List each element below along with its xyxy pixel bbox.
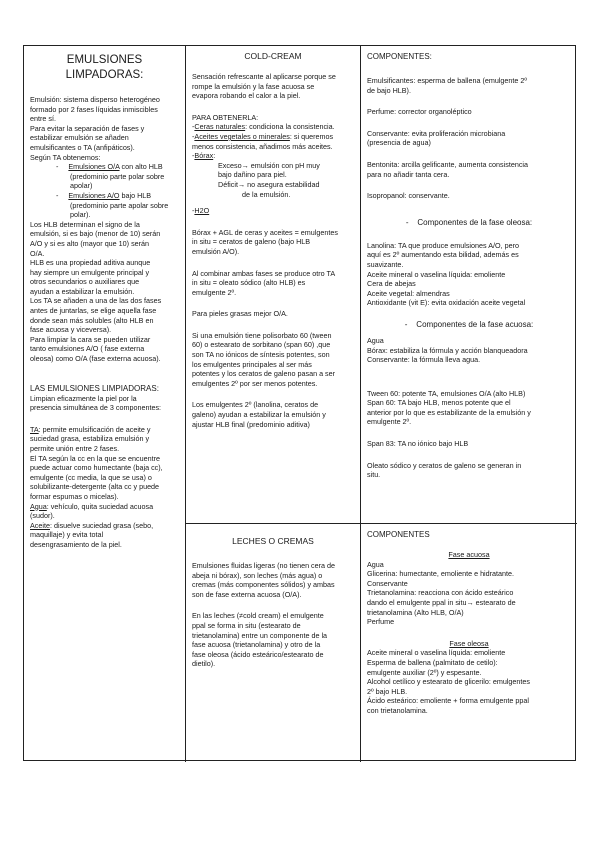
list-item: Ácido esteárico: emoliente + forma emulgente ppal xyxy=(367,696,530,706)
text-line: apolar) xyxy=(70,181,93,191)
text-line: formar espumas o micelas). xyxy=(30,491,119,501)
list-item-ao: - Emulsiones A/O bajo HLB xyxy=(56,190,152,200)
text-line: Isopropanol: conservante. xyxy=(367,191,450,201)
emulsiones-title xyxy=(30,53,179,83)
fase-oleosa-heading: Fase oleosa xyxy=(449,638,489,648)
text-line: Span 60: TA bajo HLB, menos potente que el xyxy=(367,398,511,408)
text-line: emulgente 2º. xyxy=(367,417,412,427)
emulsiones-column xyxy=(24,46,186,762)
list-item: Agua xyxy=(367,559,384,569)
text-line: emulgente 2º. xyxy=(192,287,237,297)
text-line: Tween 60: potente TA, emulsiones O/A (alto HLB) xyxy=(367,388,526,398)
text-line: in situ = ceratos de galeno (bajo HLB xyxy=(192,237,311,247)
list-item-oa: - Emulsiones O/A con alto HLB xyxy=(56,162,163,172)
text-line: son TA no iónicos de síntesis potentes, son xyxy=(192,350,330,360)
text-line: son de fase externa acuosa (O/A). xyxy=(192,589,302,599)
fase-acuosa-heading: Fase acuosa xyxy=(448,550,490,559)
text-line: (sudor). xyxy=(30,511,55,521)
text-line: Perfume: corrector organoléptico xyxy=(367,107,472,117)
para-obtenerla-heading: PARA OBTENERLA: xyxy=(192,112,259,122)
text-line: TA: permite emulsificación de aceite y xyxy=(30,424,151,434)
text-line: galeno) ayudan a estabilizar la emulsión y xyxy=(192,410,326,420)
text-line: Exceso→ emulsión con pH muy xyxy=(218,160,320,170)
text-line: (predominio parte apolar sobre xyxy=(70,200,169,210)
text-line: -Ceras naturales: condiciona la consistencia. xyxy=(192,122,335,132)
text-line: Al combinar ambas fases se produce otro TA xyxy=(192,268,336,278)
text-line: Si una emulsión tiene polisorbato 60 (tween xyxy=(192,330,332,340)
text-line: suciedad grasa, estabiliza emulsión y xyxy=(30,434,150,444)
text-line: puede actuar como humectante (baja cc), xyxy=(30,463,163,473)
text-line: Los TA se añaden a una de las dos fases xyxy=(30,296,162,306)
limpiadoras-heading: LAS EMULSIONES LIMPIADORAS: xyxy=(30,383,159,393)
text-line: Para evitar la separación de fases y xyxy=(30,123,145,133)
emulsion-types-list xyxy=(30,162,179,220)
list-item: emulgente auxiliar (2º) y espesante. xyxy=(367,667,482,677)
list-item: Agua xyxy=(367,335,384,345)
text-line: emulgentes 2º por ser menos potentes. xyxy=(192,378,318,388)
text-line: Bórax + AGL de ceras y aceites = emulgentes xyxy=(192,227,338,237)
text-line: solubilizante-detergente (alta cc y puede xyxy=(30,482,160,492)
text-line: estabilizar emulsión se añaden xyxy=(30,133,129,143)
text-line: polar). xyxy=(70,210,91,220)
text-line: emulsificantes o TA (anfipáticos). xyxy=(30,142,135,152)
text-line: emulsión A/O). xyxy=(192,246,240,256)
text-line: antes de juntarlas, se elige aquella fase xyxy=(30,306,157,316)
text-line: evapora robando el calor a la piel. xyxy=(192,91,301,101)
text-line: aquí es 2º aumentando esta bilidad, además es xyxy=(367,250,519,260)
text-line: situ. xyxy=(367,470,381,480)
text-line: (predominio parte polar sobre xyxy=(70,171,165,181)
fase-oleosa-heading: - Componentes de la fase oleosa: xyxy=(405,217,533,227)
componentes-cold-cream-cell xyxy=(361,46,577,524)
text-line: presencia simultánea de 3 componentes: xyxy=(30,403,162,413)
text-line: Limpian eficazmente la piel por la xyxy=(30,393,137,403)
text-line: potentes y los ceratos de galeno pasan a ser xyxy=(192,369,336,379)
text-line: dietilo). xyxy=(192,659,216,669)
text-line: para no añadir tanta cera. xyxy=(367,169,450,179)
text-line: anterior por lo que es estabilizante de la emulsión y xyxy=(367,407,531,417)
list-item: Aceite mineral o vaselina líquida: emoliente xyxy=(367,648,506,658)
text-line: -H2O xyxy=(192,206,210,216)
text-line: Conservante: evita proliferación microbiana xyxy=(367,128,506,138)
text-line: cremas (más componentes sólidos) y ambas xyxy=(192,580,335,590)
list-item: Conservante: la fórmula lleva agua. xyxy=(367,355,481,365)
text-line: Span 83: TA no iónico bajo HLB xyxy=(367,439,469,449)
text-line: El TA según la cc en la que se encuentre xyxy=(30,453,160,463)
text-line: fase acuosa y viceversa). xyxy=(30,325,112,335)
text-line: Déficit→ no asegura estabilidad xyxy=(218,179,320,189)
text-line: 60) o estearato de sorbitano (span 60) ,que xyxy=(192,340,331,350)
text-line: ayudan a estabilizar la emulsión. xyxy=(30,286,135,296)
text-line: de la emulsión. xyxy=(242,189,291,199)
text-line: Emulsiones fluidas ligeras (no tienen cera de xyxy=(192,561,336,570)
cold-cream-title: COLD-CREAM xyxy=(244,51,302,61)
text-line: suavizante. xyxy=(367,259,404,269)
text-line: Sensación refrescante al aplicarse porque se xyxy=(192,72,336,81)
list-item: 2º bajo HLB. xyxy=(367,686,408,696)
text-line: hay siempre un emulgente principal y xyxy=(30,267,150,277)
text-line: Emulsión: sistema disperso heterogéneo xyxy=(30,95,160,104)
title-line-1: EMULSIONES xyxy=(66,54,143,66)
componentes-title: COMPONENTES: xyxy=(367,52,432,61)
text-line: trietanolamina) entre un componente de la xyxy=(192,630,328,640)
text-line: Para limpiar la cara se pueden utilizar xyxy=(30,334,151,344)
componentes-leches-cell xyxy=(361,524,577,762)
title-line-2: LIMPADORAS: xyxy=(65,69,144,81)
text-line: (presencia de agua) xyxy=(367,138,431,148)
text-line: Oleato sódico y ceratos de galeno se generan in xyxy=(367,460,522,470)
text-line: rompe la emulsión y la fase acuosa se xyxy=(192,81,315,91)
list-item: Conservante xyxy=(367,578,408,588)
text-line: menos consistencia, añadimos más aceites. xyxy=(192,141,333,151)
text-line: permite unión entre 2 fases. xyxy=(30,444,120,453)
text-line: Según TA obtenemos: xyxy=(30,152,101,162)
agua-block xyxy=(30,502,179,521)
aceite-block xyxy=(30,521,179,550)
list-item: con trietanolamina. xyxy=(367,705,428,715)
list-item: Esperma de ballena (palmitato de cetilo): xyxy=(367,657,498,667)
list-item: Alcohol cetílico y estearato de glicerilo: emulgentes xyxy=(367,677,531,687)
leches-cremas-cell xyxy=(186,524,361,762)
list-item: dando el emulgente ppal in situ→ estearato de xyxy=(367,597,516,607)
text-line: Bentonita: arcilla gelificante, aumenta consistencia xyxy=(367,159,529,169)
text-line: donde sean más solubles (alto HLB en xyxy=(30,315,154,325)
text-line: Los emulgentes 2º (lanolina, ceratos de xyxy=(192,400,319,410)
text-line: -Bórax: xyxy=(192,151,216,161)
list-item: trietanolamina (Alto HLB, O/A) xyxy=(367,607,464,617)
document-table xyxy=(23,45,576,761)
text-line: A/O y si es alto (mayor que 10) serán xyxy=(30,238,150,248)
cold-cream-cell xyxy=(186,46,361,524)
list-item: Aceite mineral o vaselina líquida: emoliente xyxy=(367,269,506,279)
text-line: fase acuosa (trietanolamina) y otro de la xyxy=(192,640,321,650)
text-line: bajo dañino para piel. xyxy=(218,170,287,180)
list-item: Glicerina: humectante, emoliente e hidratante. xyxy=(367,569,515,579)
list-item: Bórax: estabiliza la fórmula y acción blanqueadora xyxy=(367,345,528,355)
text-line: En las leches (≠cold cream) el emulgente xyxy=(192,611,324,621)
text-line: Emulsificantes: esperma de ballena (emulgente 2º xyxy=(367,76,528,85)
text-line: desengrasamiento de la piel. xyxy=(30,539,122,549)
text-line: otros secundarios o auxiliares que xyxy=(30,277,140,287)
hlb-block xyxy=(30,220,179,364)
componentes-title: COMPONENTES xyxy=(367,530,430,539)
text-line: tanto emulsiones A/O ( fase externa xyxy=(30,344,145,354)
text-line: Para pieles grasas mejor O/A. xyxy=(192,309,288,319)
text-line: Lanolina: TA que produce emulsiones A/O, pero xyxy=(367,240,519,250)
ta-block xyxy=(30,425,179,502)
list-item: Perfume xyxy=(367,617,395,627)
text-line: fase oleosa (ácido esteárico/estearato de xyxy=(192,649,324,659)
intro-block xyxy=(30,95,179,162)
leches-cremas-title: LECHES O CREMAS xyxy=(232,536,314,546)
text-line: Aceite: disuelve suciedad grasa (sebo, xyxy=(30,520,154,530)
text-line: ajustar HLB final (predominio aditiva) xyxy=(192,419,310,429)
text-line: in situ = oleato sódico (alto HLB) es xyxy=(192,278,306,288)
text-line: abeja ni bórax), son leches (más agua) o xyxy=(192,570,323,580)
text-line: de bajo HLB). xyxy=(367,85,411,95)
text-line: ppal se forma in situ (estearato de xyxy=(192,620,301,630)
text-line: HLB es una propiedad aditiva aunque xyxy=(30,258,151,268)
text-line: entre sí. xyxy=(30,114,56,124)
text-line: Los HLB determinan el signo de la xyxy=(30,219,140,229)
list-item: Antioxidante (vit E): evita oxidación aceite vegetal xyxy=(367,298,526,308)
text-line: emulsión, si es bajo (menor de 10) serán xyxy=(30,229,161,239)
text-line: oleosa) como O/A (fase externa acuosa). xyxy=(30,354,161,364)
text-line: los emulgentes principales al ser más xyxy=(192,359,312,369)
text-line: maquillaje) y evita total xyxy=(30,530,104,540)
text-line: formado por 2 fases líquidas inmiscibles xyxy=(30,104,158,114)
text-line: Agua: vehículo, quita suciedad acuosa xyxy=(30,501,154,511)
list-item: Aceite vegetal: almendras xyxy=(367,288,450,298)
text-line: O/A. xyxy=(30,248,45,258)
text-line: -Aceites vegetales o minerales: si queremos xyxy=(192,131,334,141)
list-item: Trietanolamina: reacciona con ácido esteárico xyxy=(367,588,514,598)
list-item: Cera de abejas xyxy=(367,279,416,289)
fase-acuosa-heading: - Componentes de la fase acuosa: xyxy=(404,319,534,329)
text-line: emulgente (cc media, la que se usa) o xyxy=(30,472,152,482)
